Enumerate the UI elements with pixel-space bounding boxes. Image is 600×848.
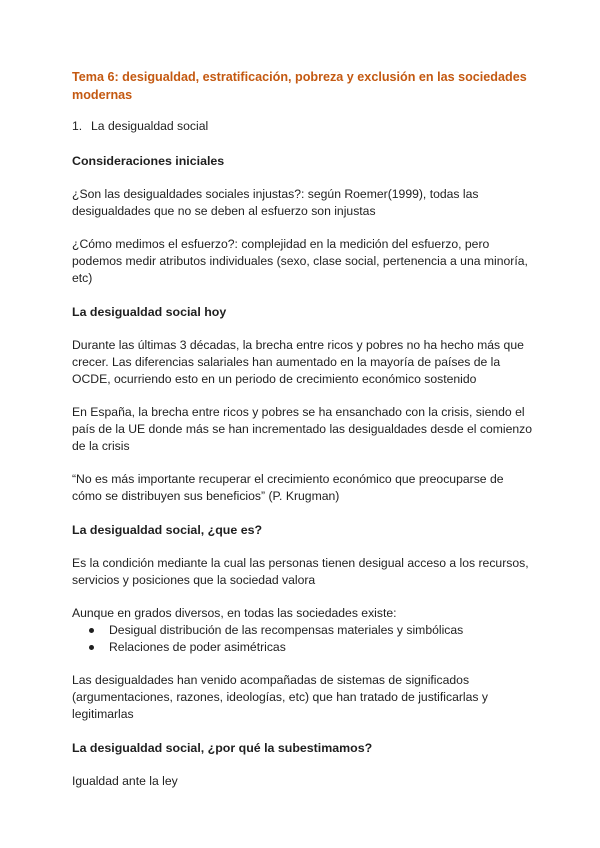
paragraph: ¿Son las desigualdades sociales injustas?: según Roemer(1999), todas las desigualdades que no se deben al esfuerzo son injustas [72, 187, 479, 218]
list-item-label: La desigualdad social [91, 119, 209, 133]
bullet-item [89, 639, 534, 656]
paragraph: Aunque en grados diversos, en todas las sociedades existe: [72, 606, 397, 620]
numbered-list [72, 118, 534, 135]
bullet-text: Desigual distribución de las recompensas materiales y simbólicas [109, 623, 464, 637]
section-heading-consideraciones: Consideraciones iniciales [72, 154, 225, 168]
document-title: Tema 6: desigualdad, estratificación, pobreza y exclusión en las sociedades modernas [72, 70, 527, 102]
bullet-icon [89, 628, 94, 633]
bullet-text: Relaciones de poder asimétricas [109, 640, 286, 654]
section-heading-subestimamos: La desigualdad social, ¿por qué la subestimamos? [72, 741, 373, 755]
paragraph: En España, la brecha entre ricos y pobres se ha ensanchado con la crisis, siendo el país de la UE donde más se han incrementado las desigualdades desde el comienzo de la crisis [72, 405, 533, 453]
bullet-item [89, 622, 534, 639]
quote-paragraph: “No es más importante recuperar el crecimiento económico que preocuparse de cómo se distribuyen sus beneficios” (P. Krugman) [72, 472, 504, 503]
bullet-icon [89, 645, 94, 650]
paragraph: ¿Cómo medimos el esfuerzo?: complejidad en la medición del esfuerzo, pero podemos medir atributos individuales (sexo, clase social, pertenencia a una minoría, etc) [72, 237, 528, 285]
document-content [72, 68, 534, 790]
numbered-list-item [72, 118, 534, 135]
section-heading-desigualdad-hoy: La desigualdad social hoy [72, 305, 227, 319]
list-number: 1. [72, 119, 83, 133]
paragraph: Es la condición mediante la cual las personas tienen desigual acceso a los recursos, servicios y posiciones que la sociedad valora [72, 556, 529, 587]
bullet-list [72, 622, 534, 656]
paragraph: Igualdad ante la ley [72, 774, 178, 788]
paragraph: Durante las últimas 3 décadas, la brecha entre ricos y pobres no ha hecho más que crecer. Las diferencias salariales han aumentado en la mayoría de países de la OCDE, ocurriendo esto en un periodo de crecimiento económico sostenido [72, 338, 524, 386]
section-heading-que-es: La desigualdad social, ¿que es? [72, 523, 263, 537]
paragraph: Las desigualdades han venido acompañadas de sistemas de significados (argumentaciones, razones, ideologías, etc) que han tratado de justificarlas y legitimarlas [72, 673, 488, 721]
